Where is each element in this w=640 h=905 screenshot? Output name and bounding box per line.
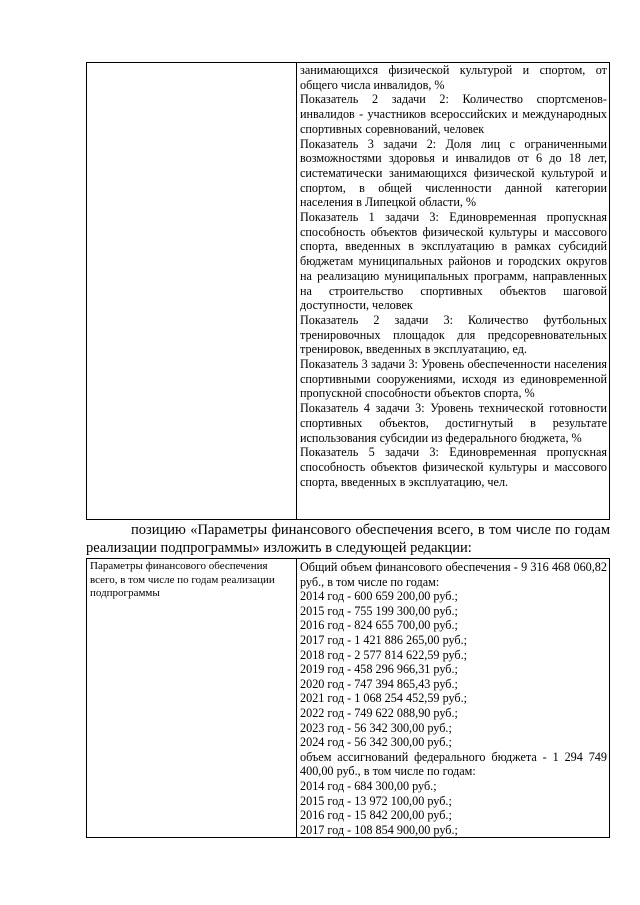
financing-line: 2017 год - 108 854 900,00 руб.; <box>300 822 458 837</box>
indicator-item: Показатель 2 задачи 2: Количество спортсменов-инвалидов - участников всероссийских и международных спортивных соревнований, человек <box>300 92 607 136</box>
financing-line: 2016 год - 15 842 200,00 руб.; <box>300 808 452 823</box>
financing-line: 2017 год - 1 421 886 265,00 руб.; <box>300 632 468 647</box>
financing-table <box>86 558 610 838</box>
table-left-cell <box>87 63 297 520</box>
indicator-item: занимающихся физической культурой и спортом, от общего числа инвалидов, % <box>300 63 607 92</box>
financing-line: 2015 год - 13 972 100,00 руб.; <box>300 793 452 808</box>
paragraph-text: позицию «Параметры финансового обеспечения всего, в том числе по годам реализации подпрограммы» изложить в следующей редакции: <box>86 522 610 556</box>
indicators-cell <box>297 63 610 520</box>
indicators-table <box>86 62 610 520</box>
indicator-item: Показатель 3 задачи 3: Уровень обеспеченности населения спортивными сооружениями, исходя из единовременной пропускной способности объектов спорта, % <box>300 357 607 401</box>
financing-line: 2021 год - 1 068 254 452,59 руб.; <box>300 691 468 706</box>
indicator-item: Показатель 2 задачи 3: Количество футбольных тренировочных площадок для предсоревновательных тренировок, введенных в эксплуатацию, ед. <box>300 312 607 357</box>
indicator-item: Показатель 1 задачи 3: Единовременная пропускная способность объектов физической культуры и массового спорта, введенных в эксплуатацию в рамках субсидий бюджетам муниципальных районов и городских округов на реализацию муниципальных программ, направленных на строительство спортивных объектов шаговой доступности, человек <box>300 210 607 313</box>
financing-line: 2022 год - 749 622 088,90 руб.; <box>300 705 458 720</box>
financing-values-cell <box>297 559 610 838</box>
indicator-item: Показатель 5 задачи 3: Единовременная пропускная способность объектов физической культуры и массового спорта, введенных в эксплуатацию, чел. <box>300 445 607 489</box>
indicator-item: Показатель 4 задачи 3: Уровень технической готовности спортивных объектов, достигнутый в результате использования субсидии из федерального бюджета, % <box>300 401 607 445</box>
financing-line: 2020 год - 747 394 865,43 руб.; <box>300 676 458 691</box>
financing-line: 2014 год - 684 300,00 руб.; <box>300 778 437 793</box>
financing-line: Общий объем финансового обеспечения - 9 316 468 060,82 руб., в том числе по годам: <box>300 560 607 589</box>
financing-line: 2019 год - 458 296 966,31 руб.; <box>300 662 458 677</box>
financing-line: 2014 год - 600 659 200,00 руб.; <box>300 589 458 604</box>
financing-line: 2018 год - 2 577 814 622,59 руб.; <box>300 647 468 662</box>
body-paragraph <box>86 521 610 557</box>
financing-line: объем ассигнований федерального бюджета - 1 294 749 400,00 руб., в том числе по годам: <box>300 749 607 779</box>
indicator-item: Показатель 3 задачи 2: Доля лиц с ограниченными возможностями здоровья и инвалидов от 6 до 18 лет, систематически занимающихся физической культурой и спортом, в общей численности данной категории населения в Липецкой области, % <box>300 136 607 210</box>
financing-line: 2023 год - 56 342 300,00 руб.; <box>300 720 452 735</box>
financing-line: 2016 год - 824 655 700,00 руб.; <box>300 618 458 633</box>
table-row <box>87 559 610 838</box>
table-row <box>87 63 610 520</box>
financing-label-cell: Параметры финансового обеспечения всего, в том числе по годам реализации подпрограммы <box>87 559 297 838</box>
financing-line: 2024 год - 56 342 300,00 руб.; <box>300 735 452 750</box>
financing-line: 2015 год - 755 199 300,00 руб.; <box>300 603 458 618</box>
